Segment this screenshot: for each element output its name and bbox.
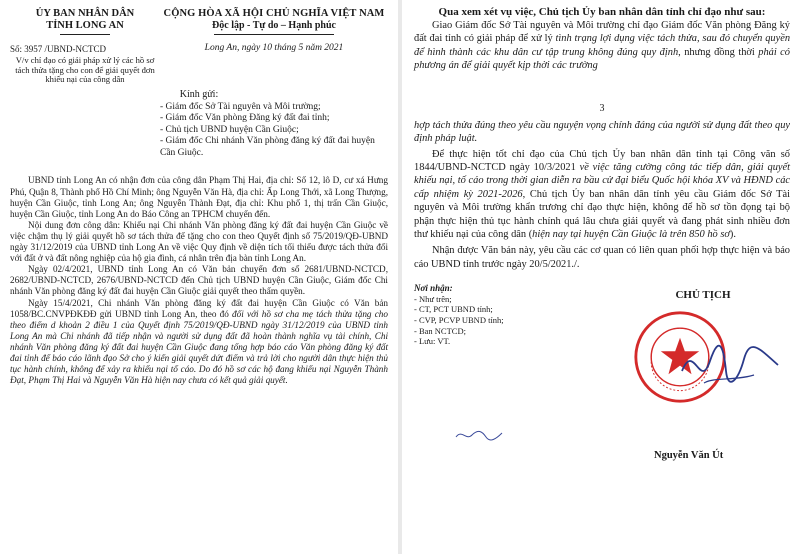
- body-text-italic: đối với hồ sơ cha mẹ tách thửa tặng cho theo điểm d khoản 2 điều 1 của Quyết định 75/2019/QĐ-UBND ngày 31/12/2019 của UBND tỉnh Long An mà Chi nhánh đã tiếp nhận và người sử dụng đất đã hoàn thành nghĩa vụ tài chính, Chi nhánh Văn phòng đăng ký đất đai huyện Cần Giuộc đang tổng hợp báo cáo Văn phòng đăng ký đất đai tỉnh để báo cáo lãnh đạo Sở cho ý kiến giải quyết dứt điểm và trả lời cho người dân thực hiện thủ tục hành chính, không để xảy ra khiếu nại tố cáo. Do đó hồ sơ các hộ đang khiếu nại Nguyễn Thành Đạt, Phạm Thị Hai và Nguyễn Văn Hà hiện nay chưa có kết quả giải quyết.: [10, 308, 388, 386]
- body-text-italic: tình trạng lợi dụng việc tách thửa, sau đó chuyển quyền để hình thành các khu dân cư tập trung không đúng quy định: [414, 33, 791, 58]
- national-title-block: [160, 8, 388, 85]
- document-header: [10, 8, 388, 85]
- addressed-to-label: Kính gửi:: [179, 88, 219, 100]
- recipient-item: - Giám đốc Sở Tài nguyên và Môi trường;: [160, 101, 321, 112]
- body-text-italic: phải có phương án để giải quyết kịp thời các trường: [414, 46, 790, 72]
- body-paragraph: UBND tỉnh Long An có nhận đơn của công dân Phạm Thị Hai, địa chỉ: Số 12, lô D, cư xá Hưng Phú, Quận 8, Thành phố Hồ Chí Minh; ông Nguyễn Văn Hà, địa chỉ: Ấp Long Thới, xã Long Thượng, huyện Cần Giuộc, tỉnh Long An; ông Nguyễn Thành Đạt, địa chỉ: Khu phố 1, thị trấn Cần Giuộc, huyện Cần Giuộc, tỉnh Long An do Báo Công an TPHCM chuyển đến.: [10, 175, 388, 219]
- recipient-item: - Chủ tịch UBND huyện Cần Giuộc;: [160, 124, 299, 135]
- body-text: Để thực hiện tốt chỉ đạo của Chủ tịch Ủy ban nhân dân tỉnh tại Công văn số 1844/UBND-NCTCD ngày 10/3/2021: [414, 148, 790, 174]
- body-text: , Chủ tịch Ủy ban nhân dân tỉnh yêu cầu Giám đốc Sở Tài nguyên và Môi trường khẩn trương chỉ đạo thực hiện, không để hồ sơ tồn đọng tại bộ phận thực hiện thủ tục hành chính quá lâu chưa giải quyết và đang phát sinh nhiều đơn thư khiếu nại của công dân (: [414, 188, 791, 241]
- document-subject: V/v chỉ đạo có giải pháp xử lý các hồ sơ tách thửa tặng cho con để giải quyết đơn khiếu nại của công dân: [15, 55, 155, 84]
- recipient-item: - CT, PCT UBND tỉnh;: [414, 304, 493, 315]
- recipient-item: - Lưu: VT.: [414, 336, 451, 347]
- signature-area: [414, 283, 790, 473]
- recipients-title: Nơi nhận:: [414, 283, 453, 294]
- signer-title: CHỦ TỊCH: [675, 289, 731, 302]
- recipient-item: - CVP, PCVP UBND tỉnh;: [414, 315, 504, 326]
- document-page-2: [402, 0, 800, 554]
- divider: [214, 34, 334, 35]
- body-paragraph: [414, 148, 790, 242]
- body-text: ).: [729, 229, 736, 241]
- document-page-1: [0, 0, 398, 554]
- signature-icon: [674, 331, 784, 401]
- body-paragraph: hợp tách thửa đúng theo yêu cầu nguyện vọng chính đáng của người sử dụng đất theo quy định pháp luật.: [414, 119, 790, 145]
- signer-block: [574, 283, 790, 473]
- page-number: 3: [599, 102, 605, 114]
- body-text-italic: về việc tăng cường công tác tiếp dân, giải quyết khiếu nại, tố cáo trong thời gian diễn ra bầu cử đại biểu Quốc hội khóa XV và HĐND các cấp nhiệm kỳ 2021-2026: [414, 162, 790, 200]
- issuing-agency-block: [10, 8, 160, 85]
- body-paragraph: Nhận được Văn bản này, yêu cầu các cơ quan có liên quan phối hợp thực hiện và báo cáo UBND tỉnh trước ngày 20/5/2021./.: [414, 245, 790, 270]
- recipient-item: - Giám đốc Văn phòng Đăng ký đất đai tỉnh;: [160, 113, 330, 124]
- body-text: , nhưng đồng thời: [678, 46, 759, 58]
- body-paragraph: [414, 19, 790, 73]
- issue-date: Long An, ngày 10 tháng 5 năm 2021: [204, 43, 344, 53]
- divider: [60, 34, 110, 35]
- recipient-item: - Ban NCTCD;: [414, 325, 466, 336]
- initial-signature-icon: [454, 427, 504, 443]
- agency-name-line1: ỦY BAN NHÂN DÂN: [35, 8, 135, 19]
- document-body: [10, 175, 388, 386]
- recipient-item: - Giám đốc Chi nhánh Văn phòng đăng ký đất đai huyện Cần Giuộc.: [160, 136, 375, 158]
- document-number: Số: 3957 /UBND-NCTCD: [10, 44, 107, 54]
- national-title: CỘNG HÒA XÃ HỘI CHỦ NGHĨA VIỆT NAM: [163, 8, 385, 19]
- body-text: Giao Giám đốc Sở Tài nguyên và Môi trường chỉ đạo Giám đốc Văn phòng Đăng ký đất đai tỉnh có giải pháp để xử lý: [414, 20, 790, 45]
- body-paragraph: [10, 298, 388, 387]
- recipient-list: [160, 102, 388, 160]
- body-text: Ngày 15/4/2021, Chi nhánh Văn phòng đăng ký đất đai huyện Cần Giuộc có Văn bản 1058/BC.CNVPĐKĐĐ gửi UBND tỉnh Long An, theo đó: [10, 297, 388, 319]
- national-motto: Độc lập - Tự do – Hạnh phúc: [212, 20, 336, 31]
- recipients-block: [414, 283, 574, 473]
- body-paragraph: Ngày 02/4/2021, UBND tỉnh Long An có Văn bản chuyển đơn số 2681/UBND-NCTCD, 2682/UBND-NCTCD, 2676/UBND-NCTCD đến Chủ tịch UBND huyện Cần Giuộc, Giám đốc Chi nhánh Văn phòng đăng ký đất đai huyện Cần Giuộc giải quyết theo thẩm quyền.: [10, 264, 388, 297]
- agency-name-line2: TỈNH LONG AN: [46, 20, 124, 31]
- recipient-item: - Như trên;: [414, 293, 452, 304]
- signer-name: Nguyễn Văn Út: [654, 450, 724, 462]
- directive-heading: Qua xem xét vụ việc, Chủ tịch Ủy ban nhân dân tỉnh chỉ đạo như sau:: [438, 6, 766, 18]
- body-text-italic: hiện nay tại huyện Cần Giuộc là trên 850 hồ sơ: [532, 229, 730, 241]
- body-paragraph: Nội dung đơn công dân: Khiếu nại Chi nhánh Văn phòng đăng ký đất đai huyện Cần Giuộc về việc chậm thụ lý giải quyết hồ sơ tách thửa để tặng cho con theo Quyết định số 75/2019/QĐ-UBND ngày 31/12/2019 của UBND tỉnh Long An về việc Quy định về diện tích tối thiểu được tách thửa đối với đất ở và đất nông nghiệp của hộ gia đình, cá nhân trên địa bàn tỉnh Long An.: [10, 219, 388, 264]
